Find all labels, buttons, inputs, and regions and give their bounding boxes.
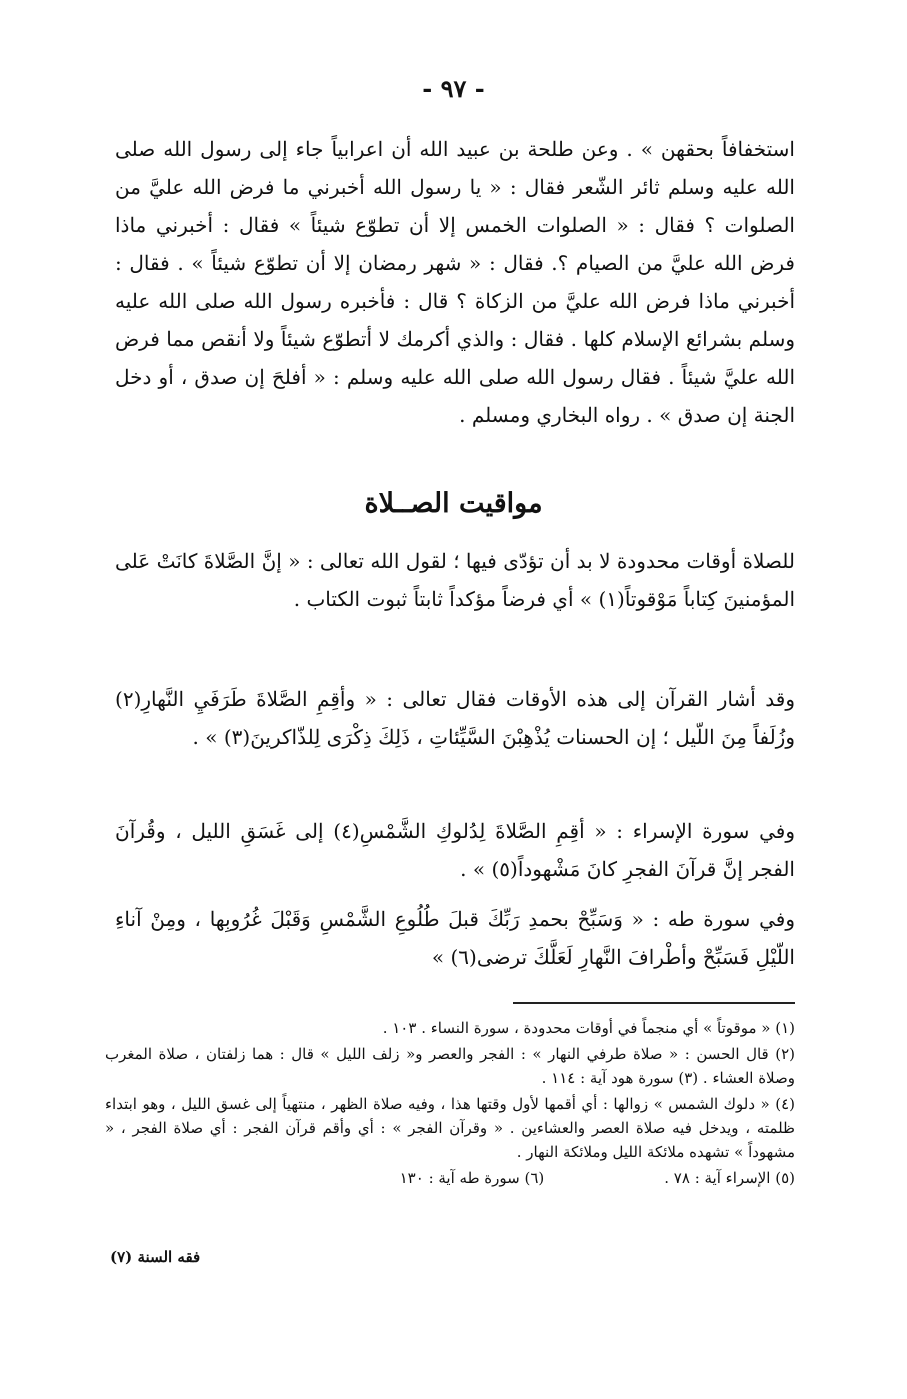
- paragraph-quran-reference: وقد أشار القرآن إلى هذه الأوقات فقال تعالى : « وأقِمِ الصَّلاةَ طَرَفَيِ النَّهارِ(٢) وزُلَفاً مِنَ اللّيل ؛ إن الحسنات يُذْهِبْنَ السَّيِّئاتِ ، ذَلِكَ ذِكْرَى لِلذّاكرينَ(٣) » .: [115, 687, 795, 749]
- book-footer: فقه السنة (٧): [110, 1248, 201, 1266]
- footnote-5-6-row: [105, 1166, 795, 1190]
- page-number: - ٩٧ -: [422, 74, 485, 103]
- footnote-divider: [513, 1002, 795, 1004]
- footnote-1: (١) « موقوتاً » أي منجماً في أوقات محدودة ، سورة النساء . ١٠٣ .: [382, 1019, 795, 1037]
- footnotes: [105, 1016, 795, 1190]
- paragraph-hadith: استخفافاً بحقهن » . وعن طلحة بن عبيد الله أن اعرابياً جاء إلى رسول الله صلى الله عليه وسلم ثائر الشّعر فقال : « يا رسول الله أخبرني ما فرض الله عليَّ من الصلوات ؟ فقال : « الصلوات الخمس إلا أن تطوّع شيئاً » فقال : أخبرني ماذا فرض الله عليَّ من الصيام ؟. فقال : « شهر رمضان إلا أن تطوّع شيئاً » . فقال : أخبرني ماذا فرض الله عليَّ من الزكاة ؟ قال : فأخبره رسول الله صلى الله عليه وسلم بشرائع الإسلام كلها . فقال : والذي أكرمك لا أتطوّع شيئاً ولا أنقص مما فرض الله عليَّ شيئاً . فقال رسول الله صلى الله عليه وسلم : « أفلحَ إن صدق ، أو دخل الجنة إن صدق » . رواه البخاري ومسلم .: [115, 137, 795, 427]
- footnote-6: (٦) سورة طه آية : ١٣٠: [399, 1169, 545, 1187]
- paragraph-prayer-times: للصلاة أوقات محدودة لا بد أن تؤدّى فيها ؛ لقول الله تعالى : « إنَّ الصَّلاةَ كانَتْ عَلى المؤمنينَ كِتاباً مَوْقوتاً(١) » أي فرضاً مؤكداً ثابتاً ثبوت الكتاب .: [115, 549, 795, 611]
- paragraph-surah-taha: وفي سورة طه : « وَسَبِّحْ بحمدِ رَبِّكَ قبلَ طُلُوعِ الشَّمْسِ وَقَبْلَ غُرُوبِها ، ومِنْ آناءِ اللّيْلِ فَسَبِّحْ وأطْرافَ النَّهارِ لَعَلَّكَ ترضى(٦) »: [115, 907, 795, 969]
- section-heading: مواقيت الصــلاة: [364, 488, 543, 519]
- footnote-4: (٤) « دلوك الشمس » زوالها : أي أقمها لأول وقتها هذا ، وفيه صلاة الظهر ، منتهياً إلى غسق الليل ، وهو ابتداء ظلمته ، ويدخل فيه صلاة العصر والعشاءين . « وقرآن الفجر » : أي وأقم قرآن الفجر : أي صلاة الفجر ، « مشهوداً » تشهده ملائكة الليل وملائكة النهار .: [105, 1095, 795, 1161]
- paragraph-surah-isra: وفي سورة الإسراء : « أقِمِ الصَّلاةَ لِدُلوكِ الشَّمْسِ(٤) إلى غَسَقِ الليل ، وقُرآنَ الفجر إنَّ قرآنَ الفجرِ كانَ مَشْهوداً(٥) » .: [115, 819, 796, 881]
- footnote-2: (٢) قال الحسن : « صلاة طرفي النهار » : الفجر والعصر و« زلف الليل » قال : هما زلفتان ، صلاة المغرب وصلاة العشاء . (٣) سورة هود آية : ١١٤ .: [105, 1045, 795, 1087]
- footnote-5: (٥) الإسراء آية : ٧٨ .: [664, 1169, 795, 1187]
